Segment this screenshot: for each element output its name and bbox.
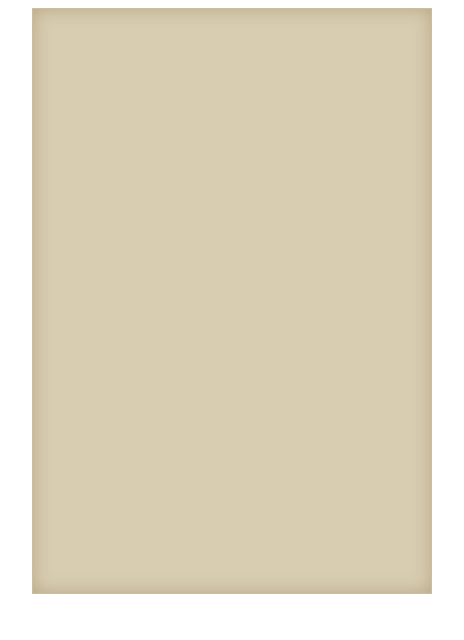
lower-text-block	[57, 317, 409, 553]
upper-text-block	[57, 75, 409, 301]
document-page	[32, 8, 432, 594]
